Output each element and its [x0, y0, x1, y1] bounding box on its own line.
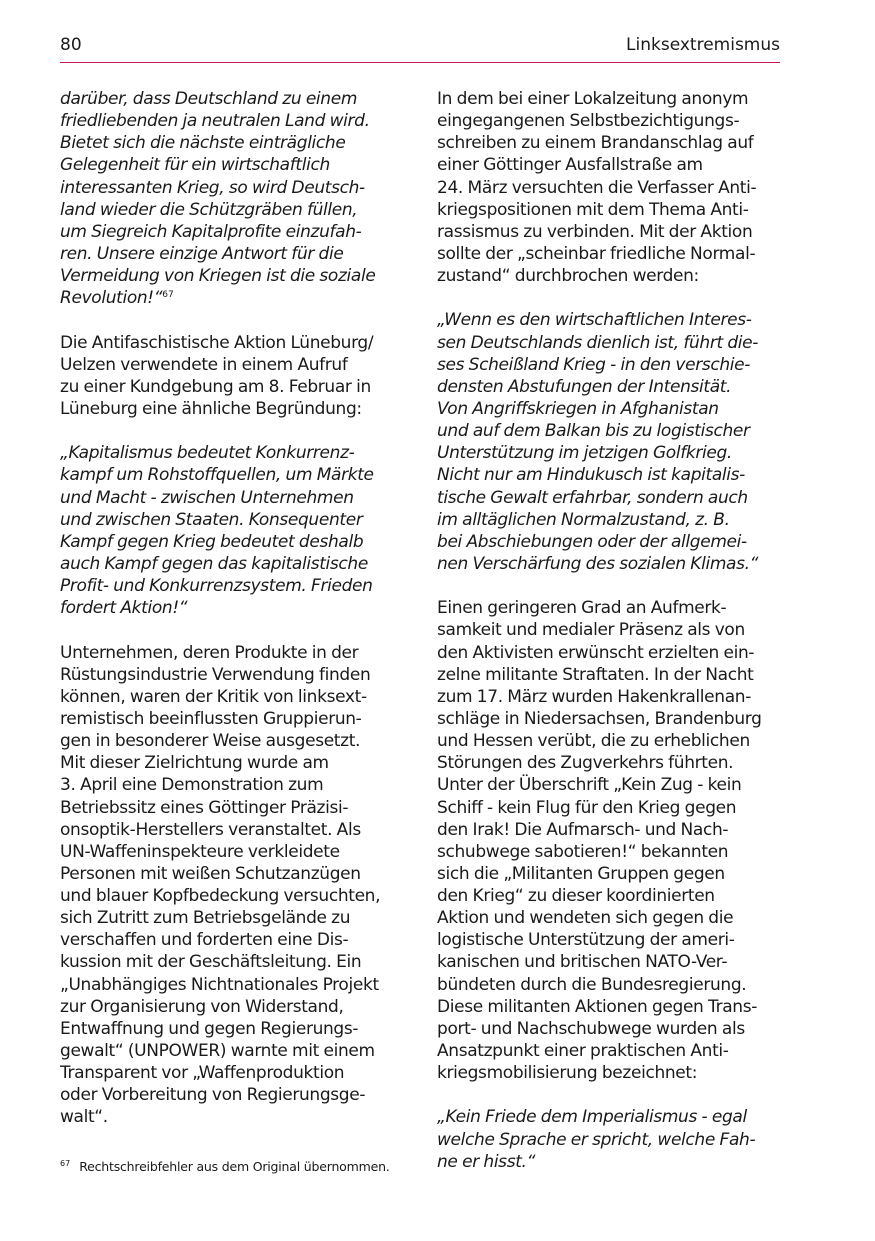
text-line: „Wenn es den wirtschaftlichen Interes- [437, 310, 752, 331]
text-line: Lüneburg eine ähnliche Begründung: [60, 398, 362, 419]
text-line: eingegangenen Selbstbezichtigungs- [437, 111, 740, 132]
quote-block [60, 442, 408, 619]
text-line: kampf um Rohstoffquellen, um Märkte [60, 465, 374, 486]
paragraph [437, 88, 785, 287]
text-line: port- und Nachschubwege wurden als [437, 1018, 745, 1039]
text-line: und zwischen Staaten. Konsequenter [60, 509, 363, 530]
text-line: im alltäglichen Normalzustand, z. B. [437, 509, 730, 530]
left-column [60, 88, 408, 1129]
text-line: gen in besonderer Weise ausgesetzt. [60, 731, 361, 752]
quote-block [60, 88, 408, 309]
text-line: fordert Aktion!“ [60, 598, 188, 619]
text-line: ren. Unsere einzige Antwort für die [60, 243, 344, 264]
text-line: schläge in Niedersachsen, Brandenburg [437, 708, 762, 729]
text-line: welche Sprache er spricht, welche Fah- [437, 1129, 756, 1150]
text-line: Transparent vor „Waffenproduktion [60, 1063, 345, 1084]
text-line: darüber, dass Deutschland zu einem [60, 89, 358, 109]
text-line: interessanten Krieg, so wird Deutsch- [60, 177, 365, 198]
text-line: und blauer Kopfbedeckung versuchten, [60, 886, 381, 907]
text-line: friedliebenden ja neutralen Land wird. [60, 111, 370, 132]
text-line: Betriebssitz eines Göttinger Präzisi- [60, 797, 349, 818]
text-line: sen Deutschlands dienlich ist, führt die- [437, 332, 759, 353]
text-line: zu einer Kundgebung am 8. Februar in [60, 376, 371, 397]
paragraph [60, 642, 408, 1129]
text-line: logistische Unterstützung der ameri- [437, 930, 735, 951]
text-line: können, waren der Kritik von linksext- [60, 686, 367, 707]
footnote-text: Rechtschreibfehler aus dem Original übernommen. [79, 1159, 390, 1174]
text-line: Ansatzpunkt einer praktischen Anti- [437, 1041, 729, 1062]
text-line: onsoptik-Herstellers veranstaltet. Als [60, 819, 361, 840]
text-line: sich die „Militanten Gruppen gegen [437, 863, 725, 884]
quote-end-text: Revolution!“ [60, 288, 163, 309]
paragraph [60, 332, 408, 421]
text-line: kussion mit der Geschäftsleitung. Ein [60, 952, 362, 973]
text-line: samkeit und medialer Präsenz als von [437, 620, 745, 641]
text-line: kanischen und britischen NATO-Ver- [437, 952, 728, 973]
text-line: Diese militanten Aktionen gegen Trans- [437, 996, 757, 1017]
text-line: den Aktivisten erwünscht erzielten ein- [437, 642, 755, 663]
page-header [60, 34, 780, 63]
text-line: schubwege sabotieren!“ bekannten [437, 841, 729, 862]
text-line: Kampf gegen Krieg bedeutet deshalb [60, 531, 364, 552]
text-line: Unterstützung im jetzigen Golfkrieg. [437, 443, 732, 464]
text-line: bei Abschiebungen oder der allgemei- [437, 531, 747, 552]
text-line: UN-Waffeninspekteure verkleidete [60, 841, 340, 862]
text-line: Aktion und wendeten sich gegen die [437, 908, 734, 929]
text-line: Entwaffnung und gegen Regierungs- [60, 1018, 359, 1039]
text-line: den Krieg“ zu dieser koordinierten [437, 886, 715, 907]
footnote-number: 67 [60, 1159, 71, 1168]
text-line: bündeten durch die Bundesregierung. [437, 974, 747, 995]
text-line: Profit- und Konkurrenzsystem. Frieden [60, 576, 373, 597]
text-line: um Siegreich Kapitalprofite einzufah- [60, 221, 362, 242]
page-number: 80 [60, 35, 82, 55]
text-line: 24. März versuchten die Verfasser Anti- [437, 177, 757, 198]
text-line: und Hessen verübt, die zu erheblichen [437, 731, 750, 752]
text-line: Störungen des Zugverkehrs führten. [437, 753, 734, 774]
text-line: walt“. [60, 1107, 108, 1128]
text-line: gewalt“ (UNPOWER) warnte mit einem [60, 1041, 375, 1062]
text-line: land wieder die Schützgräben füllen, [60, 199, 358, 220]
paragraph [437, 597, 785, 1084]
text-line: densten Abstufungen der Intensität. [437, 376, 732, 397]
text-line: schreiben zu einem Brandanschlag auf [437, 133, 754, 154]
text-line: Unternehmen, deren Produkte in der [60, 642, 359, 663]
text-line: zur Organisierung von Widerstand, [60, 996, 344, 1017]
text-line: „Unabhängiges Nichtnationales Projekt [60, 974, 379, 995]
text-line: ses Scheißland Krieg - in den verschie- [437, 354, 751, 375]
text-line: 3. April eine Demonstration zum [60, 775, 324, 796]
right-column [437, 88, 785, 1173]
text-line: ne er hisst.“ [437, 1151, 536, 1172]
text-line: Schiff - kein Flug für den Krieg gegen [437, 797, 737, 818]
text-line: oder Vorbereitung von Regierungsge- [60, 1085, 366, 1106]
text-line [60, 287, 408, 309]
text-line: rassismus zu verbinden. Mit der Aktion [437, 221, 753, 242]
text-line: zustand“ durchbrochen werden: [437, 266, 699, 287]
text-line: und auf dem Balkan bis zu logistischer [437, 421, 750, 442]
text-line: Nicht nur am Hindukusch ist kapitalis- [437, 465, 745, 486]
text-line: sollte der „scheinbar friedliche Normal- [437, 243, 756, 264]
footnote [60, 1156, 420, 1175]
text-line: verschaffen und forderten eine Dis- [60, 930, 349, 951]
text-line: Gelegenheit für ein wirtschaftlich [60, 155, 330, 176]
quote-block [437, 1106, 785, 1172]
text-line: „Kein Friede dem Imperialismus - egal [437, 1107, 747, 1128]
text-line: nen Verschärfung des sozialen Klimas.“ [437, 553, 759, 574]
quote-block [437, 309, 785, 575]
text-line: Rüstungsindustrie Verwendung finden [60, 664, 371, 685]
text-line: kriegsmobilisierung bezeichnet: [437, 1063, 698, 1084]
text-line: den Irak! Die Aufmarsch- und Nach- [437, 819, 729, 840]
text-line: sich Zutritt zum Betriebsgelände zu [60, 908, 351, 929]
text-line: Bietet sich die nächste einträgliche [60, 133, 346, 154]
text-line: Mit dieser Zielrichtung wurde am [60, 753, 329, 774]
text-line: auch Kampf gegen das kapitalistische [60, 553, 368, 574]
text-line: zum 17. März wurden Hakenkrallenan- [437, 686, 751, 707]
text-line: „Kapitalismus bedeutet Konkurrenz- [60, 443, 355, 464]
text-line: Einen geringeren Grad an Aufmerk- [437, 598, 727, 619]
text-line: Unter der Überschrift „Kein Zug - kein [437, 775, 742, 796]
text-line: Von Angriffskriegen in Afghanistan [437, 398, 719, 419]
text-line: Die Antifaschistische Aktion Lüneburg/ [60, 332, 374, 353]
text-line: Personen mit weißen Schutzanzügen [60, 863, 361, 884]
text-line: remistisch beeinflussten Gruppierun- [60, 708, 362, 729]
text-line: Vermeidung von Kriegen ist die soziale [60, 266, 376, 287]
text-line: zelne militante Straftaten. In der Nacht [437, 664, 754, 685]
running-title: Linksextremismus [626, 35, 780, 55]
text-line: Uelzen verwendete in einem Aufruf [60, 354, 348, 375]
text-line: und Macht - zwischen Unternehmen [60, 487, 354, 508]
text-line: In dem bei einer Lokalzeitung anonym [437, 89, 749, 109]
footnote-reference[interactable]: 67 [162, 290, 174, 301]
text-line: kriegspositionen mit dem Thema Anti- [437, 199, 749, 220]
text-line: einer Göttinger Ausfallstraße am [437, 155, 703, 176]
text-line: tische Gewalt erfahrbar, sondern auch [437, 487, 748, 508]
